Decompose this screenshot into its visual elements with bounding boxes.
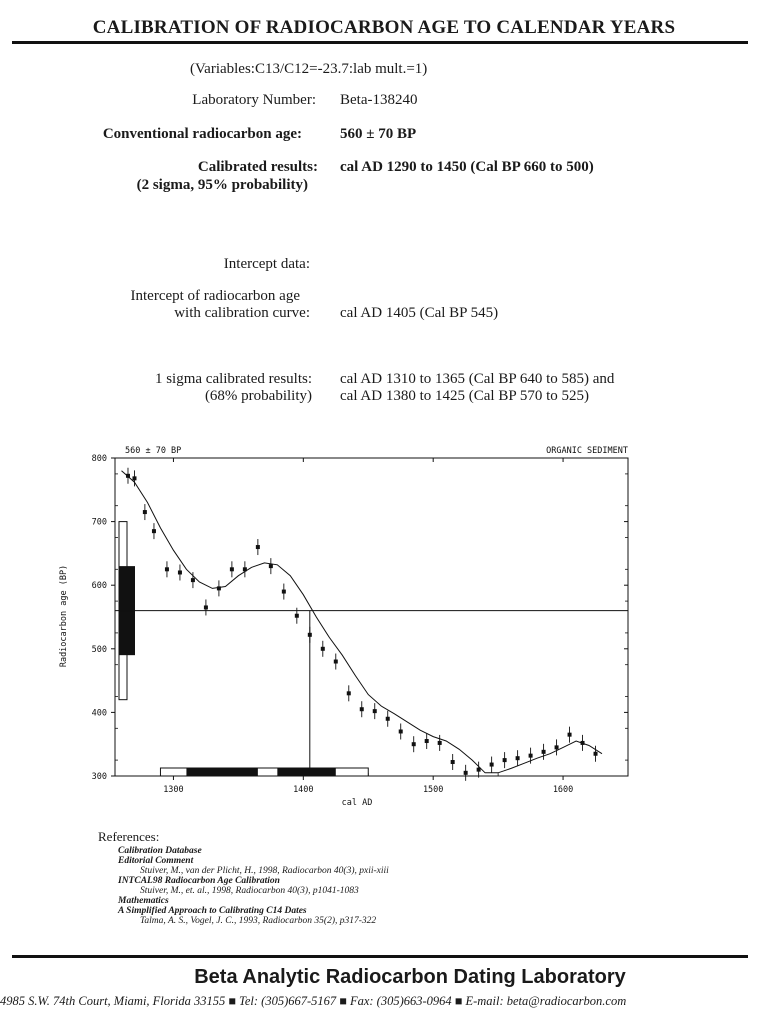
- footer-lab-name: Beta Analytic Radiocarbon Dating Laboratory: [194, 966, 626, 988]
- data-point: [269, 564, 273, 568]
- data-point: [490, 763, 494, 767]
- data-point: [503, 758, 507, 762]
- sigma1-calendar-bar: [186, 768, 257, 776]
- y-tick-label: 400: [91, 708, 107, 719]
- data-point: [464, 771, 468, 775]
- references-heading: References:: [98, 829, 160, 844]
- data-point: [217, 586, 221, 590]
- sigma1-value-2: cal AD 1380 to 1425 (Cal BP 570 to 525): [340, 388, 590, 404]
- data-point: [516, 756, 520, 760]
- reference-title: A Simplified Approach to Calibrating C14 Dates: [118, 906, 307, 916]
- page-title: CALIBRATION OF RADIOCARBON AGE TO CALENDAR YEARS: [92, 17, 676, 38]
- reference-citation: Talma, A. S., Vogel, J. C., 1993, Radiocarbon 35(2), p317-322: [140, 916, 377, 926]
- data-point: [152, 529, 156, 533]
- reference-title: INTCAL98 Radiocarbon Age Calibration: [118, 876, 280, 886]
- chart-xlabel: cal AD: [341, 798, 373, 808]
- sigma1-calendar-bar: [277, 768, 335, 776]
- data-point: [581, 741, 585, 745]
- reference-title: Mathematics: [118, 896, 169, 906]
- data-point: [132, 476, 136, 480]
- intercept-label-1: Intercept of radiocarbon age: [130, 288, 300, 304]
- lab-number-value: Beta-138240: [340, 92, 418, 108]
- data-point: [295, 614, 299, 618]
- data-point: [143, 510, 147, 514]
- data-point: [230, 567, 234, 571]
- x-tick-label: 1300: [163, 785, 184, 795]
- data-point: [308, 633, 312, 637]
- footer-rule: [12, 955, 748, 958]
- x-tick-label: 1600: [552, 785, 574, 795]
- data-point: [438, 741, 442, 745]
- data-point: [334, 660, 338, 664]
- footer-address: 4985 S.W. 74th Court, Miami, Florida 33155 ■ Tel: (305)667-5167 ■ Fax: (305)663-0964 ■ E-mail: beta@radiocarbon.com: [0, 994, 627, 1008]
- plot-frame: [115, 458, 628, 776]
- calibrated-value: cal AD 1290 to 1450 (Cal BP 660 to 500): [340, 159, 594, 175]
- reference-citation: Stuiver, M., van der Plicht, H., 1998, Radiocarbon 40(3), pxii-xiii: [140, 866, 389, 876]
- data-point: [321, 647, 325, 651]
- x-tick-label: 1500: [422, 785, 444, 795]
- conv-age-value: 560 ± 70 BP: [340, 126, 417, 142]
- reference-citation: Stuiver, M., et. al., 1998, Radiocarbon 40(3), p1041-1083: [140, 886, 359, 896]
- reference-title: Calibration Database: [118, 846, 202, 856]
- calibrated-label: Calibrated results:: [197, 159, 318, 175]
- data-point: [191, 578, 195, 582]
- data-point: [282, 590, 286, 594]
- variables-line: (Variables:C13/C12=-23.7:lab mult.=1): [190, 61, 428, 77]
- data-point: [243, 567, 247, 571]
- intercept-value: cal AD 1405 (Cal BP 545): [340, 305, 499, 321]
- intercept-label-2: with calibration curve:: [174, 305, 310, 321]
- lab-number-label: Laboratory Number:: [192, 92, 316, 108]
- calibration-curve: [122, 471, 603, 773]
- sigma1-label-1: 1 sigma calibrated results:: [154, 371, 312, 387]
- calibration-chart: [50, 436, 650, 816]
- y-tick-label: 700: [91, 517, 107, 528]
- data-point: [126, 474, 130, 478]
- data-point: [425, 739, 429, 743]
- data-point: [555, 745, 559, 749]
- y-tick-label: 500: [91, 644, 107, 655]
- data-point: [347, 691, 351, 695]
- data-point: [204, 605, 208, 609]
- data-point: [386, 717, 390, 721]
- chart-ylabel: Radiocarbon age (BP): [59, 564, 69, 668]
- chart-subtitle: ORGANIC SEDIMENT: [546, 446, 628, 456]
- references-list: [118, 846, 389, 926]
- conv-age-label: Conventional radiocarbon age:: [102, 126, 302, 142]
- data-point: [178, 570, 182, 574]
- y-tick-label: 800: [91, 454, 107, 464]
- data-point: [529, 754, 533, 758]
- reference-title: Editorial Comment: [118, 856, 194, 866]
- data-point: [568, 733, 572, 737]
- data-point: [477, 768, 481, 772]
- data-point: [360, 707, 364, 711]
- data-point: [451, 760, 455, 764]
- data-point: [256, 545, 260, 549]
- data-point: [594, 752, 598, 756]
- y-tick-label: 600: [91, 581, 107, 592]
- sigma1-value-1: cal AD 1310 to 1365 (Cal BP 640 to 585) and: [340, 371, 615, 387]
- chart-title: 560 ± 70 BP: [125, 446, 182, 456]
- data-point: [399, 729, 403, 733]
- data-point: [373, 709, 377, 713]
- intercept-heading: Intercept data:: [223, 256, 310, 272]
- sigma1-label-2: (68% probability): [204, 388, 312, 404]
- data-point: [412, 742, 416, 746]
- data-point: [542, 750, 546, 754]
- title-rule: [12, 41, 748, 44]
- y-tick-label: 300: [91, 772, 107, 782]
- calibrated-sub-label: (2 sigma, 95% probability): [136, 177, 308, 193]
- x-tick-label: 1400: [293, 785, 314, 795]
- data-point: [165, 567, 169, 571]
